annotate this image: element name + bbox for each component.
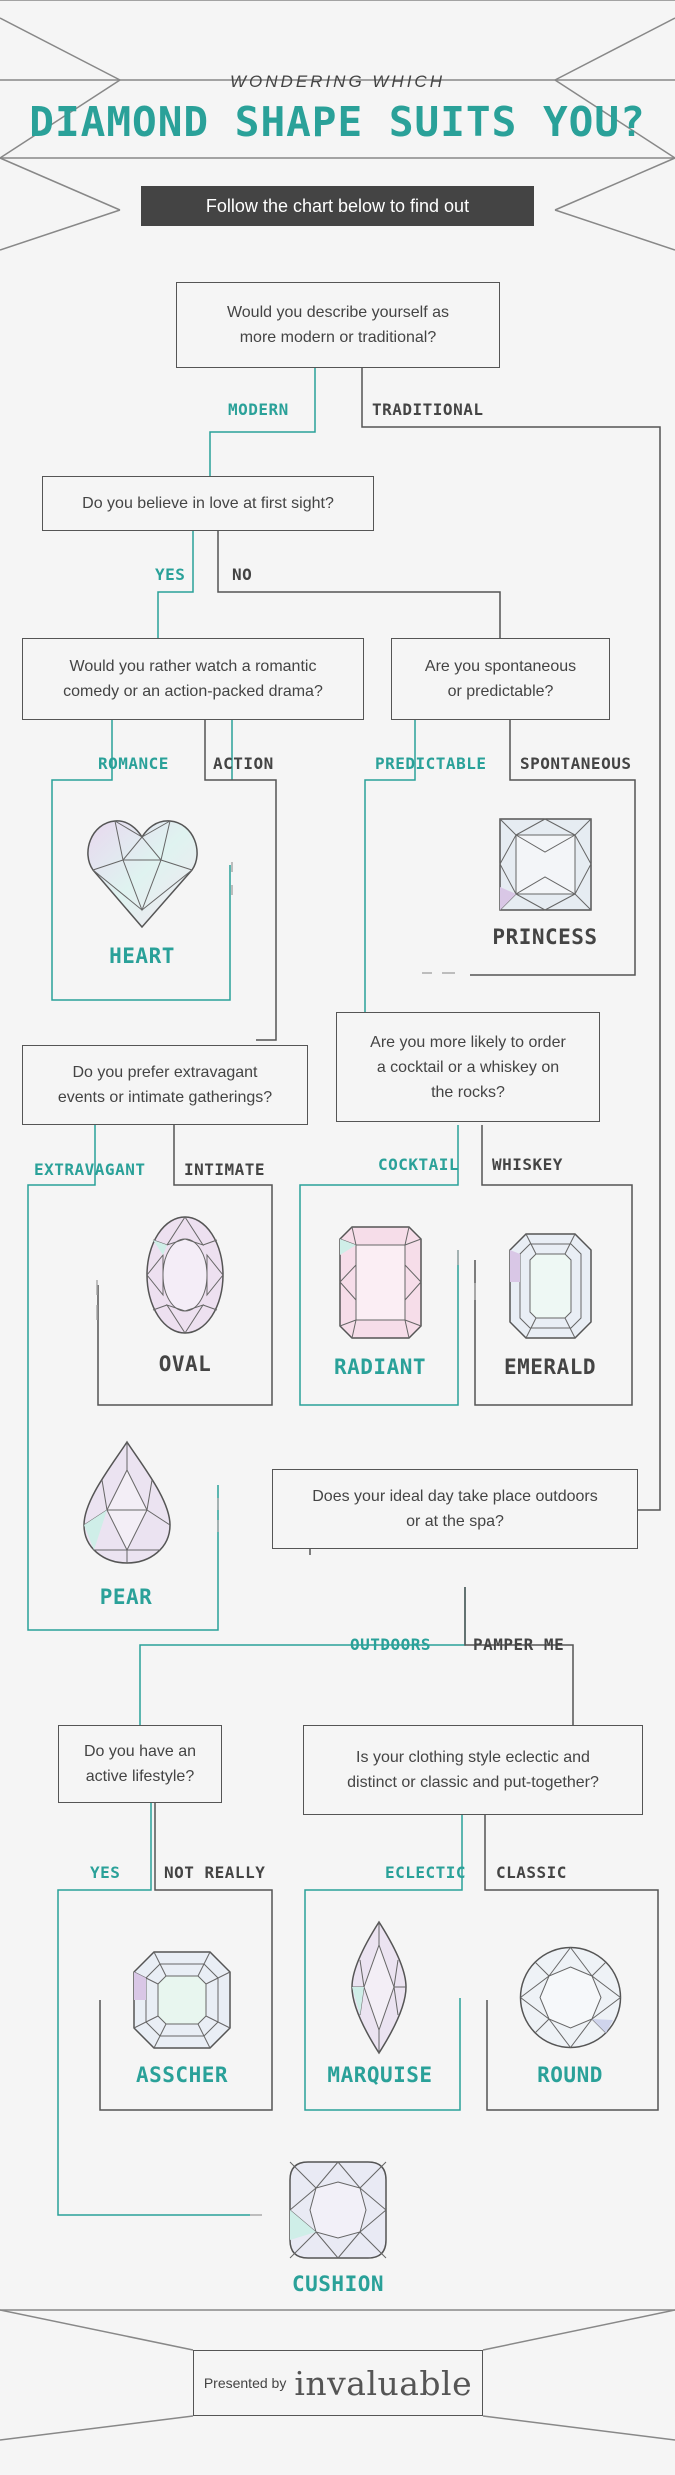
answer-traditional: TRADITIONAL [372,400,484,419]
result-emerald: EMERALD [503,1355,597,1379]
princess-diamond-icon [498,817,593,912]
answer-romance: ROMANCE [98,754,169,773]
presented-by-label: Presented by [203,2375,287,2391]
radiant-diamond-icon [338,1225,423,1340]
heart-diamond-icon [85,815,200,930]
answer-outdoors: OUTDOORS [350,1635,432,1654]
answer-extravagant: EXTRAVAGANT [34,1160,146,1179]
oval-diamond-icon [145,1215,225,1335]
result-heart: HEART [109,944,175,968]
result-asscher: ASSCHER [135,2063,229,2087]
question-romance-or-action: Would you rather watch a romantic comedy or an action-packed drama? [22,638,364,720]
result-cushion: CUSHION [291,2272,385,2296]
brand-logo: invaluable [294,2363,473,2403]
question-clothing-style: Is your clothing style eclectic and distinct or classic and put-together? [303,1725,643,1815]
answer-not-really: NOT REALLY [164,1863,266,1882]
emerald-diamond-icon [508,1232,593,1340]
answer-modern: MODERN [228,400,289,419]
answer-intimate: INTIMATE [184,1160,266,1179]
question-cocktail-or-whiskey: Are you more likely to order a cocktail or a whiskey on the rocks? [336,1012,600,1122]
question-love-at-first-sight: Do you believe in love at first sight? [42,476,374,531]
answer-yes: YES [155,565,186,584]
cushion-diamond-icon [288,2160,388,2260]
answer-no: NO [232,565,253,584]
pear-diamond-icon [82,1440,172,1565]
answer-whiskey: WHISKEY [492,1155,563,1174]
question-outdoors-or-spa: Does your ideal day take place outdoors or at the spa? [272,1469,638,1549]
question-modern-or-traditional: Would you describe yourself as more modern or traditional? [176,282,500,368]
answer-yes-active: YES [90,1863,121,1882]
question-active-lifestyle: Do you have an active lifestyle? [58,1725,222,1803]
header-kicker: WONDERING WHICH [230,72,445,91]
result-princess: PRINCESS [492,925,598,949]
question-spontaneous-or-predictable: Are you spontaneous or predictable? [391,638,610,720]
round-diamond-icon [518,1945,623,2050]
result-radiant: RADIANT [333,1355,427,1379]
page-title: DIAMOND SHAPE SUITS YOU? [29,98,646,146]
footer-brand-box [193,2350,483,2416]
result-marquise: MARQUISE [327,2063,433,2087]
question-extravagant-or-intimate: Do you prefer extravagant events or intimate gatherings? [22,1045,308,1125]
result-round: ROUND [537,2063,603,2087]
asscher-diamond-icon [132,1950,232,2050]
result-pear: PEAR [99,1585,153,1609]
answer-pamper-me: PAMPER ME [473,1635,565,1654]
answer-predictable: PREDICTABLE [375,754,487,773]
result-oval: OVAL [158,1352,212,1376]
marquise-diamond-icon [350,1920,408,2055]
answer-cocktail: COCKTAIL [378,1155,460,1174]
answer-eclectic: ECLECTIC [385,1863,467,1882]
answer-spontaneous: SPONTANEOUS [520,754,632,773]
answer-classic: CLASSIC [496,1863,567,1882]
answer-action: ACTION [213,754,274,773]
instruction-banner: Follow the chart below to find out [141,186,534,226]
